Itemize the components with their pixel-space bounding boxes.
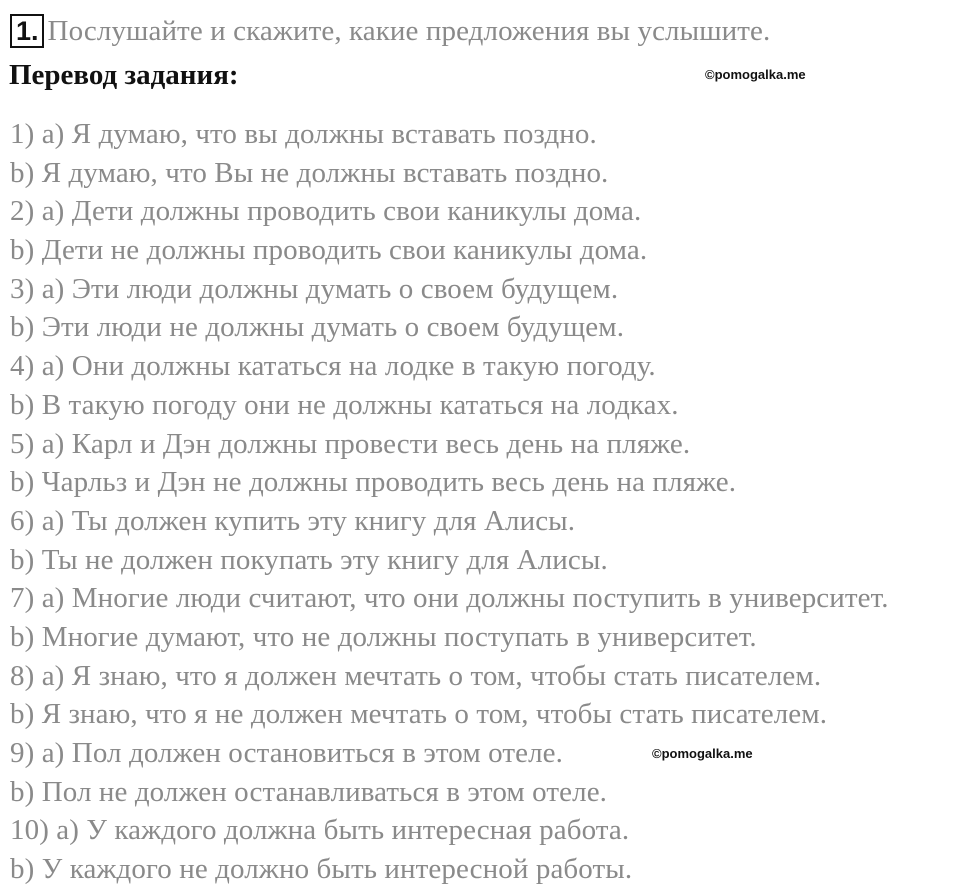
translation-line: b) Чарльз и Дэн не должны проводить весь день на пляже.: [10, 466, 737, 499]
translation-line: b) В такую погоду они не должны кататься на лодках.: [10, 388, 679, 421]
translation-line: 5) a) Карл и Дэн должны провести весь день на пляже.: [10, 427, 691, 460]
translation-line: b) Ты не должен покупать эту книгу для Алисы.: [10, 543, 608, 576]
translation-line: b) Пол не должен останавливаться в этом отеле.: [10, 775, 608, 808]
translation-line: b) Эти люди не должны думать о своем будущем.: [10, 311, 625, 344]
translation-line: 2) a) Дети должны проводить свои каникулы дома.: [10, 195, 642, 228]
translation-line: 4) a) Они должны кататься на лодке в такую погоду.: [10, 350, 656, 383]
task-instruction: Послушайте и скажите, какие предложения вы услышите.: [47, 14, 771, 47]
translation-line: b) Многие думают, что не должны поступать в университет.: [10, 620, 757, 653]
task-number-badge: 1.: [10, 14, 44, 48]
translation-line: 9) a) Пол должен остановиться в этом отеле.: [10, 737, 563, 769]
translation-line: b) Я знаю, что я не должен мечтать о том, чтобы стать писателем.: [10, 698, 828, 731]
watermark-top: ©pomogalka.me: [705, 67, 806, 82]
watermark-middle: ©pomogalka.me: [652, 746, 753, 761]
translation-line: b) У каждого не должно быть интересной работы.: [10, 853, 633, 886]
translation-line: 3) a) Эти люди должны думать о своем будущем.: [10, 272, 619, 305]
translation-line: 1) a) Я думаю, что вы должны вставать поздно.: [10, 118, 597, 150]
task-header: [10, 14, 770, 48]
section-title: Перевод задания:: [9, 59, 239, 91]
translation-line: 10) a) У каждого должна быть интересная работа.: [10, 814, 630, 847]
translation-lines: [10, 115, 889, 889]
translation-line: b) Дети не должны проводить свои каникулы дома.: [10, 234, 648, 267]
translation-line: b) Я думаю, что Вы не должны вставать поздно.: [10, 156, 609, 189]
translation-line: 8) a) Я знаю, что я должен мечтать о том, чтобы стать писателем.: [10, 659, 822, 692]
translation-line: 6) a) Ты должен купить эту книгу для Алисы.: [10, 504, 576, 537]
translation-line: 7) a) Многие люди считают, что они должны поступить в университет.: [10, 582, 889, 615]
